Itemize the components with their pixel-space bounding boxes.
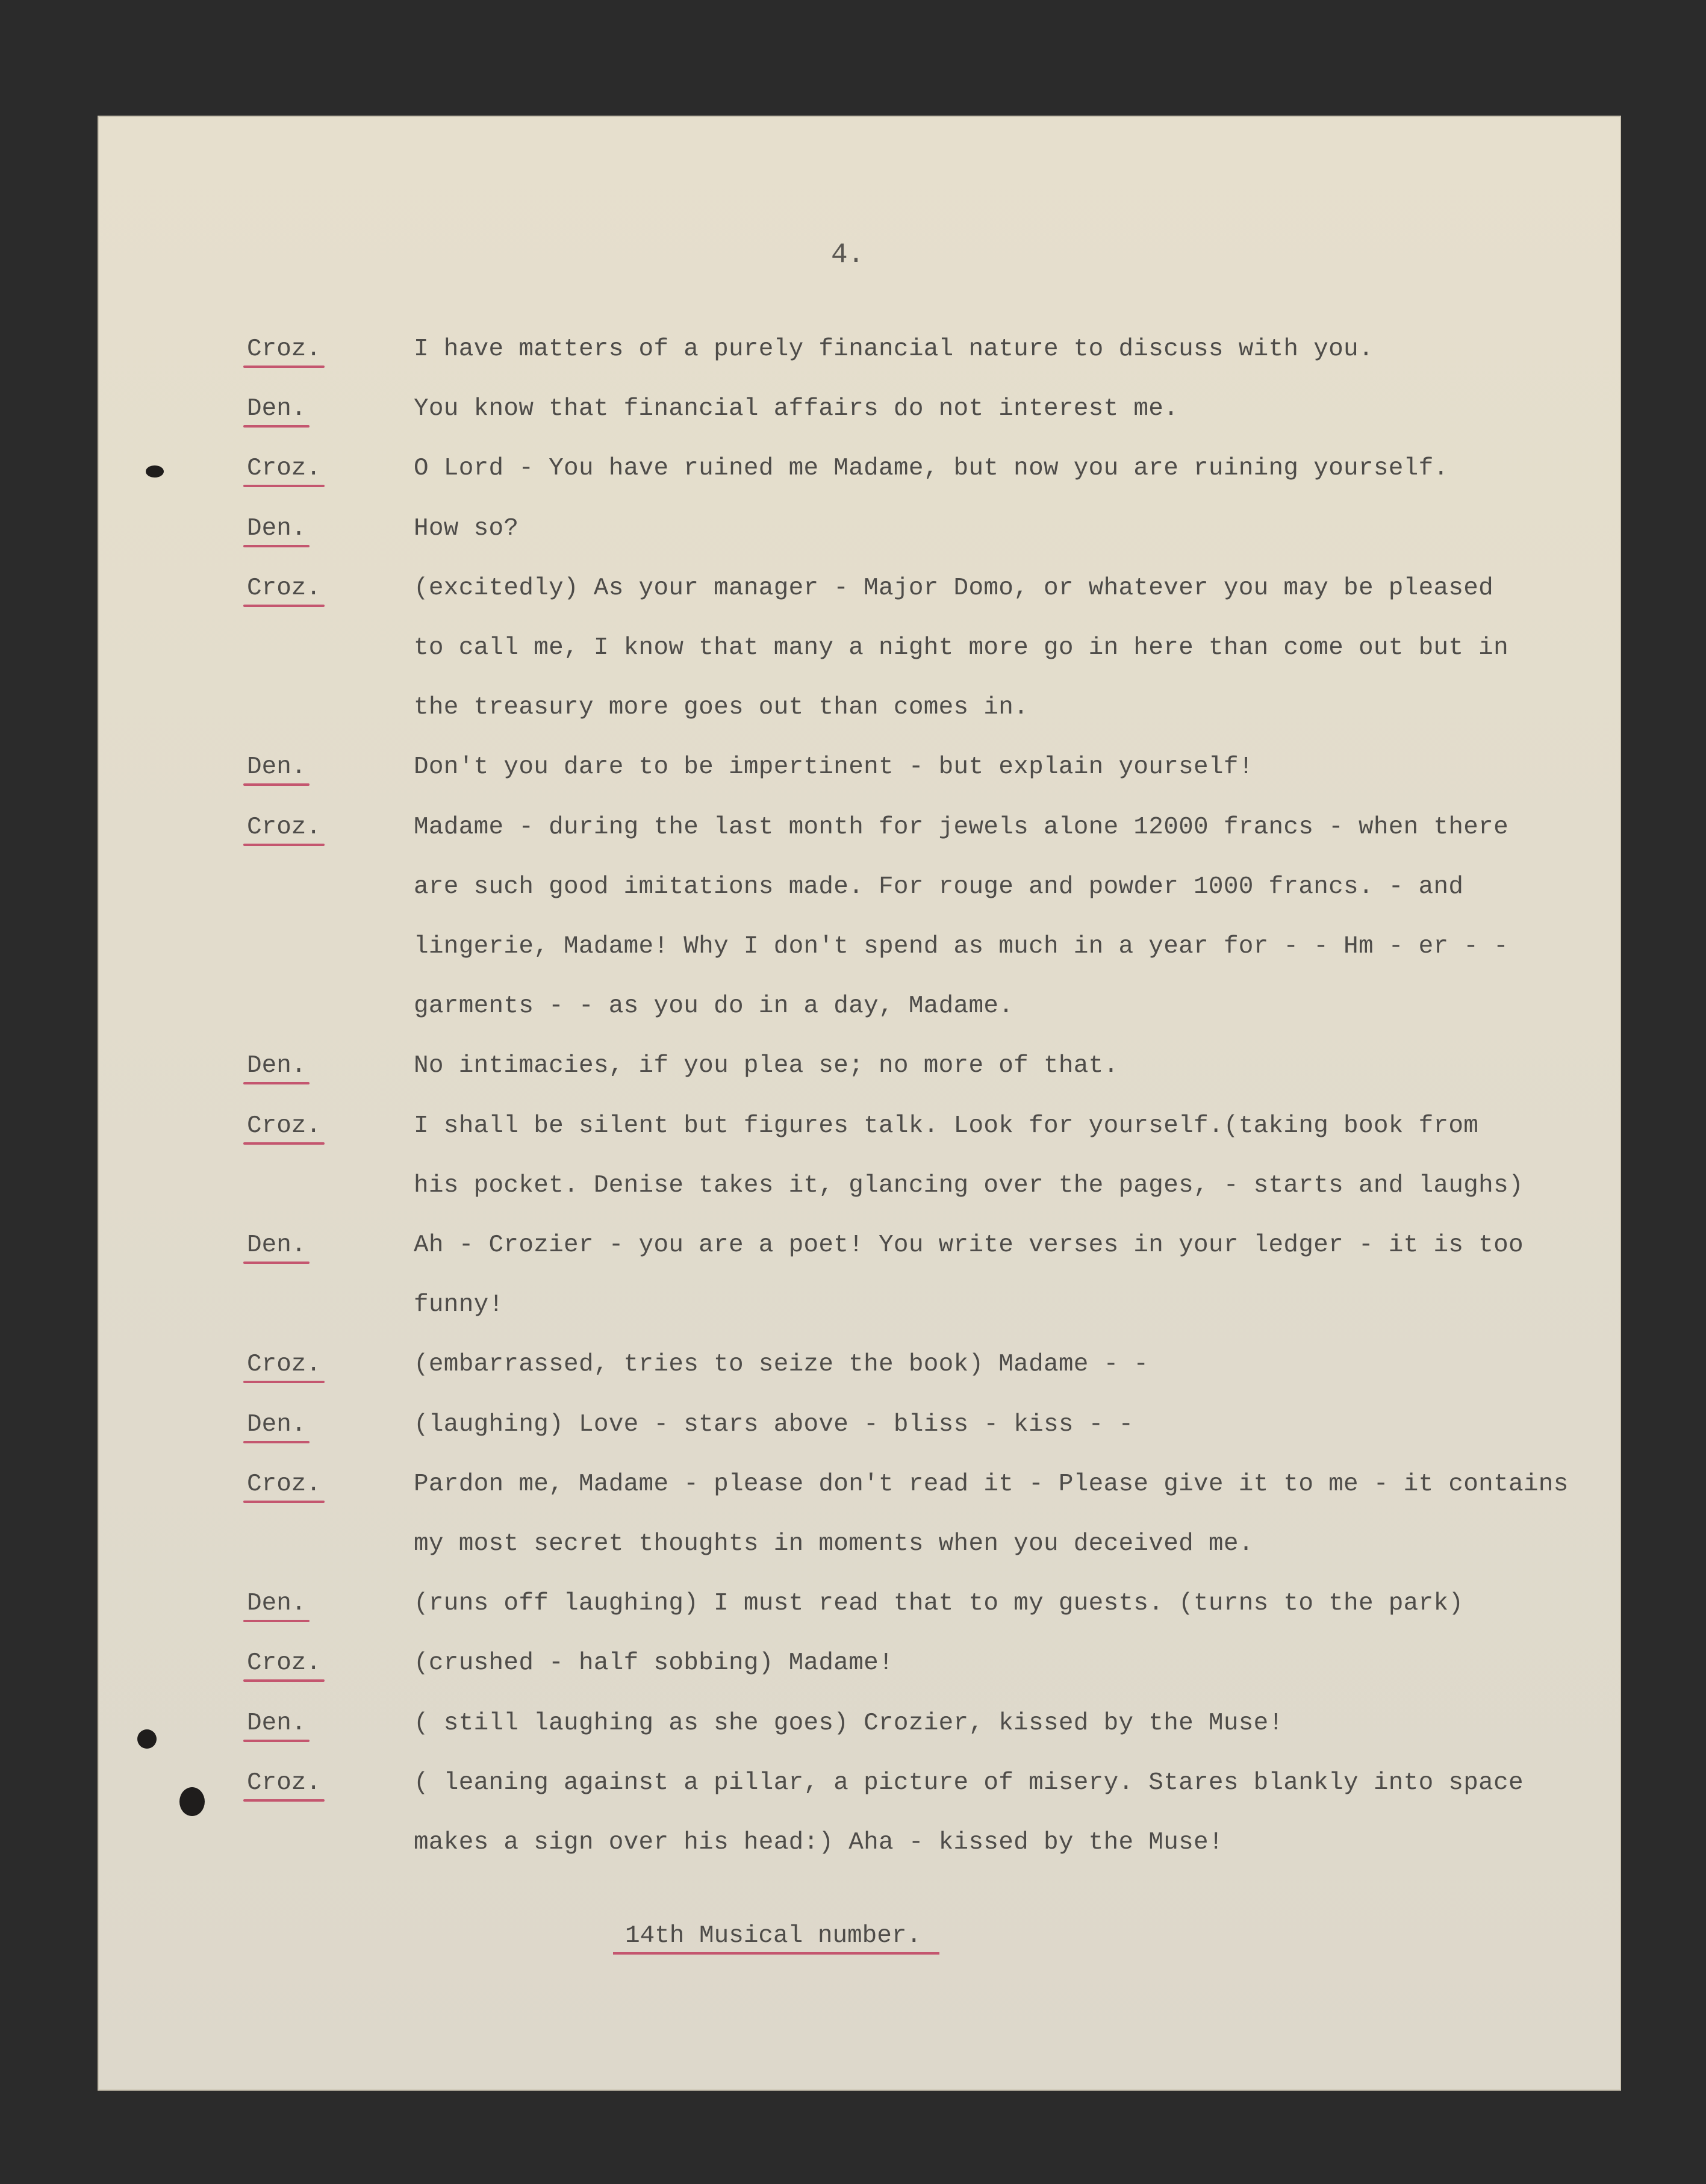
dialogue-line: Don't you dare to be impertinent - but explain yourself! bbox=[414, 753, 1254, 781]
speaker-label: Croz. bbox=[247, 455, 322, 482]
dialogue-line: Madame - during the last month for jewels alone 12000 francs - when there bbox=[414, 814, 1508, 841]
speaker-label: Croz. bbox=[247, 335, 322, 363]
dialogue-line: the treasury more goes out than comes in. bbox=[414, 694, 1029, 721]
speaker-label: Croz. bbox=[247, 1470, 322, 1498]
musical-number-label: 14th Musical number. bbox=[625, 1922, 922, 1950]
dialogue-line: funny! bbox=[414, 1291, 504, 1319]
dialogue-line: No intimacies, if you plea se; no more of that. bbox=[414, 1052, 1119, 1080]
ink-spot bbox=[146, 465, 164, 478]
speaker-label: Croz. bbox=[247, 1649, 322, 1677]
dialogue-line: I have matters of a purely financial nature to discuss with you. bbox=[414, 335, 1374, 363]
ink-spot bbox=[137, 1729, 157, 1749]
dialogue-line: makes a sign over his head:) Aha - kissed by the Muse! bbox=[414, 1829, 1224, 1856]
dialogue-line: ( still laughing as she goes) Crozier, kissed by the Muse! bbox=[414, 1710, 1284, 1737]
page-number: 4. bbox=[831, 239, 865, 270]
dialogue-line: O Lord - You have ruined me Madame, but now you are ruining yourself. bbox=[414, 455, 1449, 482]
speaker-label: Den. bbox=[247, 1590, 307, 1617]
dialogue-line: garments - - as you do in a day, Madame. bbox=[414, 992, 1014, 1020]
dialogue-line: (embarrassed, tries to seize the book) Madame - - bbox=[414, 1351, 1149, 1378]
dialogue-line: his pocket. Denise takes it, glancing over the pages, - starts and laughs) bbox=[414, 1172, 1524, 1199]
speaker-label: Croz. bbox=[247, 1112, 322, 1140]
speaker-label: Den. bbox=[247, 395, 307, 423]
dialogue-line: (crushed - half sobbing) Madame! bbox=[414, 1649, 894, 1677]
dialogue-line: Ah - Crozier - you are a poet! You write verses in your ledger - it is too bbox=[414, 1231, 1524, 1259]
dialogue-line: Pardon me, Madame - please don't read it - Please give it to me - it contains bbox=[414, 1470, 1569, 1498]
ink-spot bbox=[179, 1787, 205, 1816]
dialogue-line: (runs off laughing) I must read that to my guests. (turns to the park) bbox=[414, 1590, 1464, 1617]
speaker-label: Croz. bbox=[247, 574, 322, 602]
dialogue-line: lingerie, Madame! Why I don't spend as much in a year for - - Hm - er - - bbox=[414, 933, 1508, 960]
speaker-label: Den. bbox=[247, 1231, 307, 1259]
speaker-label: Den. bbox=[247, 515, 307, 543]
dialogue-line: You know that financial affairs do not interest me. bbox=[414, 395, 1179, 423]
dialogue-line: (laughing) Love - stars above - bliss - kiss - - bbox=[414, 1411, 1134, 1439]
dialogue-line: are such good imitations made. For rouge and powder 1000 francs. - and bbox=[414, 873, 1464, 901]
document-page bbox=[98, 116, 1621, 2091]
dialogue-line: I shall be silent but figures talk. Look for yourself.(taking book from bbox=[414, 1112, 1479, 1140]
speaker-label: Den. bbox=[247, 1052, 307, 1080]
speaker-label: Croz. bbox=[247, 814, 322, 841]
dialogue-line: ( leaning against a pillar, a picture of misery. Stares blankly into space bbox=[414, 1769, 1524, 1797]
dialogue-line: How so? bbox=[414, 515, 519, 543]
speaker-label: Den. bbox=[247, 753, 307, 781]
speaker-label: Den. bbox=[247, 1411, 307, 1439]
dialogue-line: to call me, I know that many a night more go in here than come out but in bbox=[414, 634, 1508, 662]
dialogue-line: (excitedly) As your manager - Major Domo, or whatever you may be pleased bbox=[414, 574, 1494, 602]
speaker-label: Croz. bbox=[247, 1351, 322, 1378]
speaker-label: Croz. bbox=[247, 1769, 322, 1797]
speaker-label: Den. bbox=[247, 1710, 307, 1737]
dialogue-line: my most secret thoughts in moments when you deceived me. bbox=[414, 1530, 1254, 1558]
